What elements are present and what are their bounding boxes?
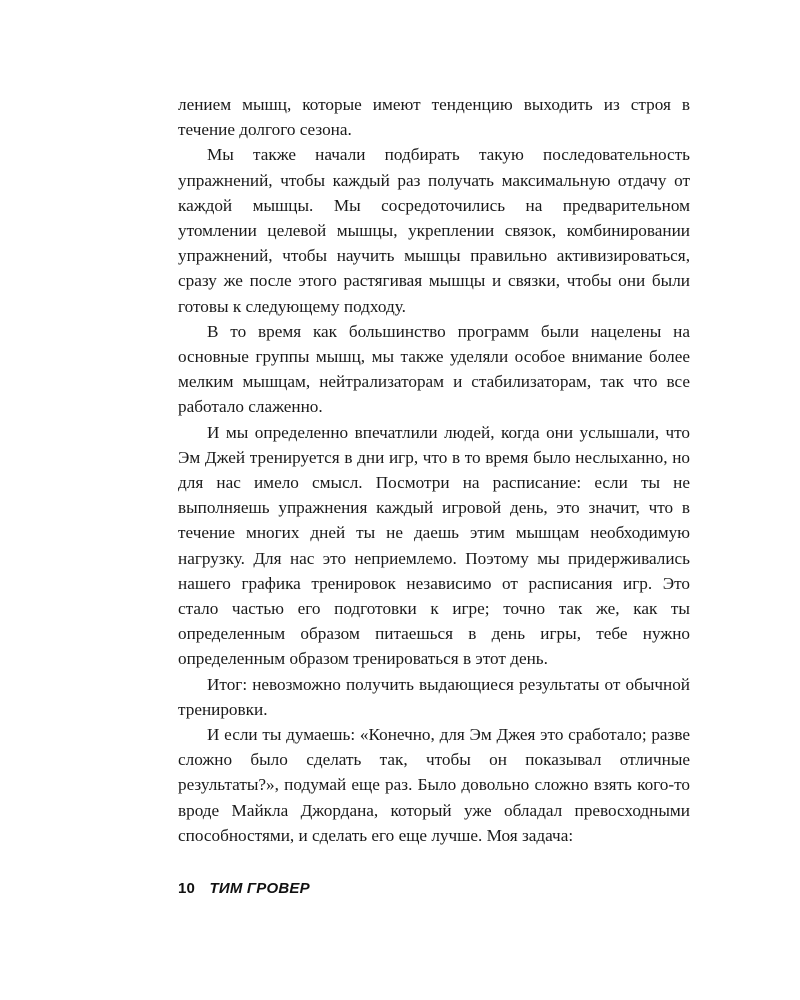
paragraph: И мы определенно впечатлили людей, когда они услышали, что Эм Джей тренируется в дни игр, что в то время было неслыханно, но для нас имело смысл. Посмотри на расписание: если ты не выполняешь упражнения каждый игровой день, это значит, что в течение многих дней ты не даешь этим мышцам необходимую нагрузку. Для нас это неприемлемо. Поэтому мы придерживались нашего графика тренировок независимо от расписания игр. Это стало частью его подготовки к игре; точно так же, как ты определенным образом питаешься в день игры, тебе нужно определенным образом тренироваться в этот день. bbox=[178, 422, 690, 669]
page-footer bbox=[178, 880, 310, 897]
paragraph: И если ты думаешь: «Конечно, для Эм Джея это сработало; разве сложно было сделать так, чтобы он показывал отличные результаты?», подумай еще раз. Было довольно сложно взять кого-то вроде Майкла Джордана, который уже обладал превосходными способностями, и сделать его еще лучше. Моя задача: bbox=[178, 725, 690, 845]
paragraph: В то время как большинство программ были нацелены на основные группы мышц, мы также уделяли особое внимание более мелким мышцам, нейтрализаторам и стабилизаторам, так что все работало слаженно. bbox=[178, 321, 690, 417]
paragraph: Итог: невозможно получить выдающиеся результаты от обычной тренировки. bbox=[178, 674, 690, 719]
paragraph: Мы также начали подбирать такую последовательность упражнений, чтобы каждый раз получать максимальную отдачу от каждой мышцы. Мы сосредоточились на предварительном утомлении целевой мышцы, укреплении связок, комбинировании упражнений, чтобы научить мышцы правильно активизироваться, сразу же после этого растягивая мышцы и связки, чтобы они были готовы к следующему подходу. bbox=[178, 145, 690, 316]
running-head: ТИМ ГРОВЕР bbox=[209, 880, 310, 897]
paragraph-continuation: лением мышц, которые имеют тенденцию выходить из строя в течение долгого сезона. bbox=[178, 95, 690, 140]
page-number: 10 bbox=[178, 880, 196, 897]
body-text bbox=[178, 92, 690, 848]
